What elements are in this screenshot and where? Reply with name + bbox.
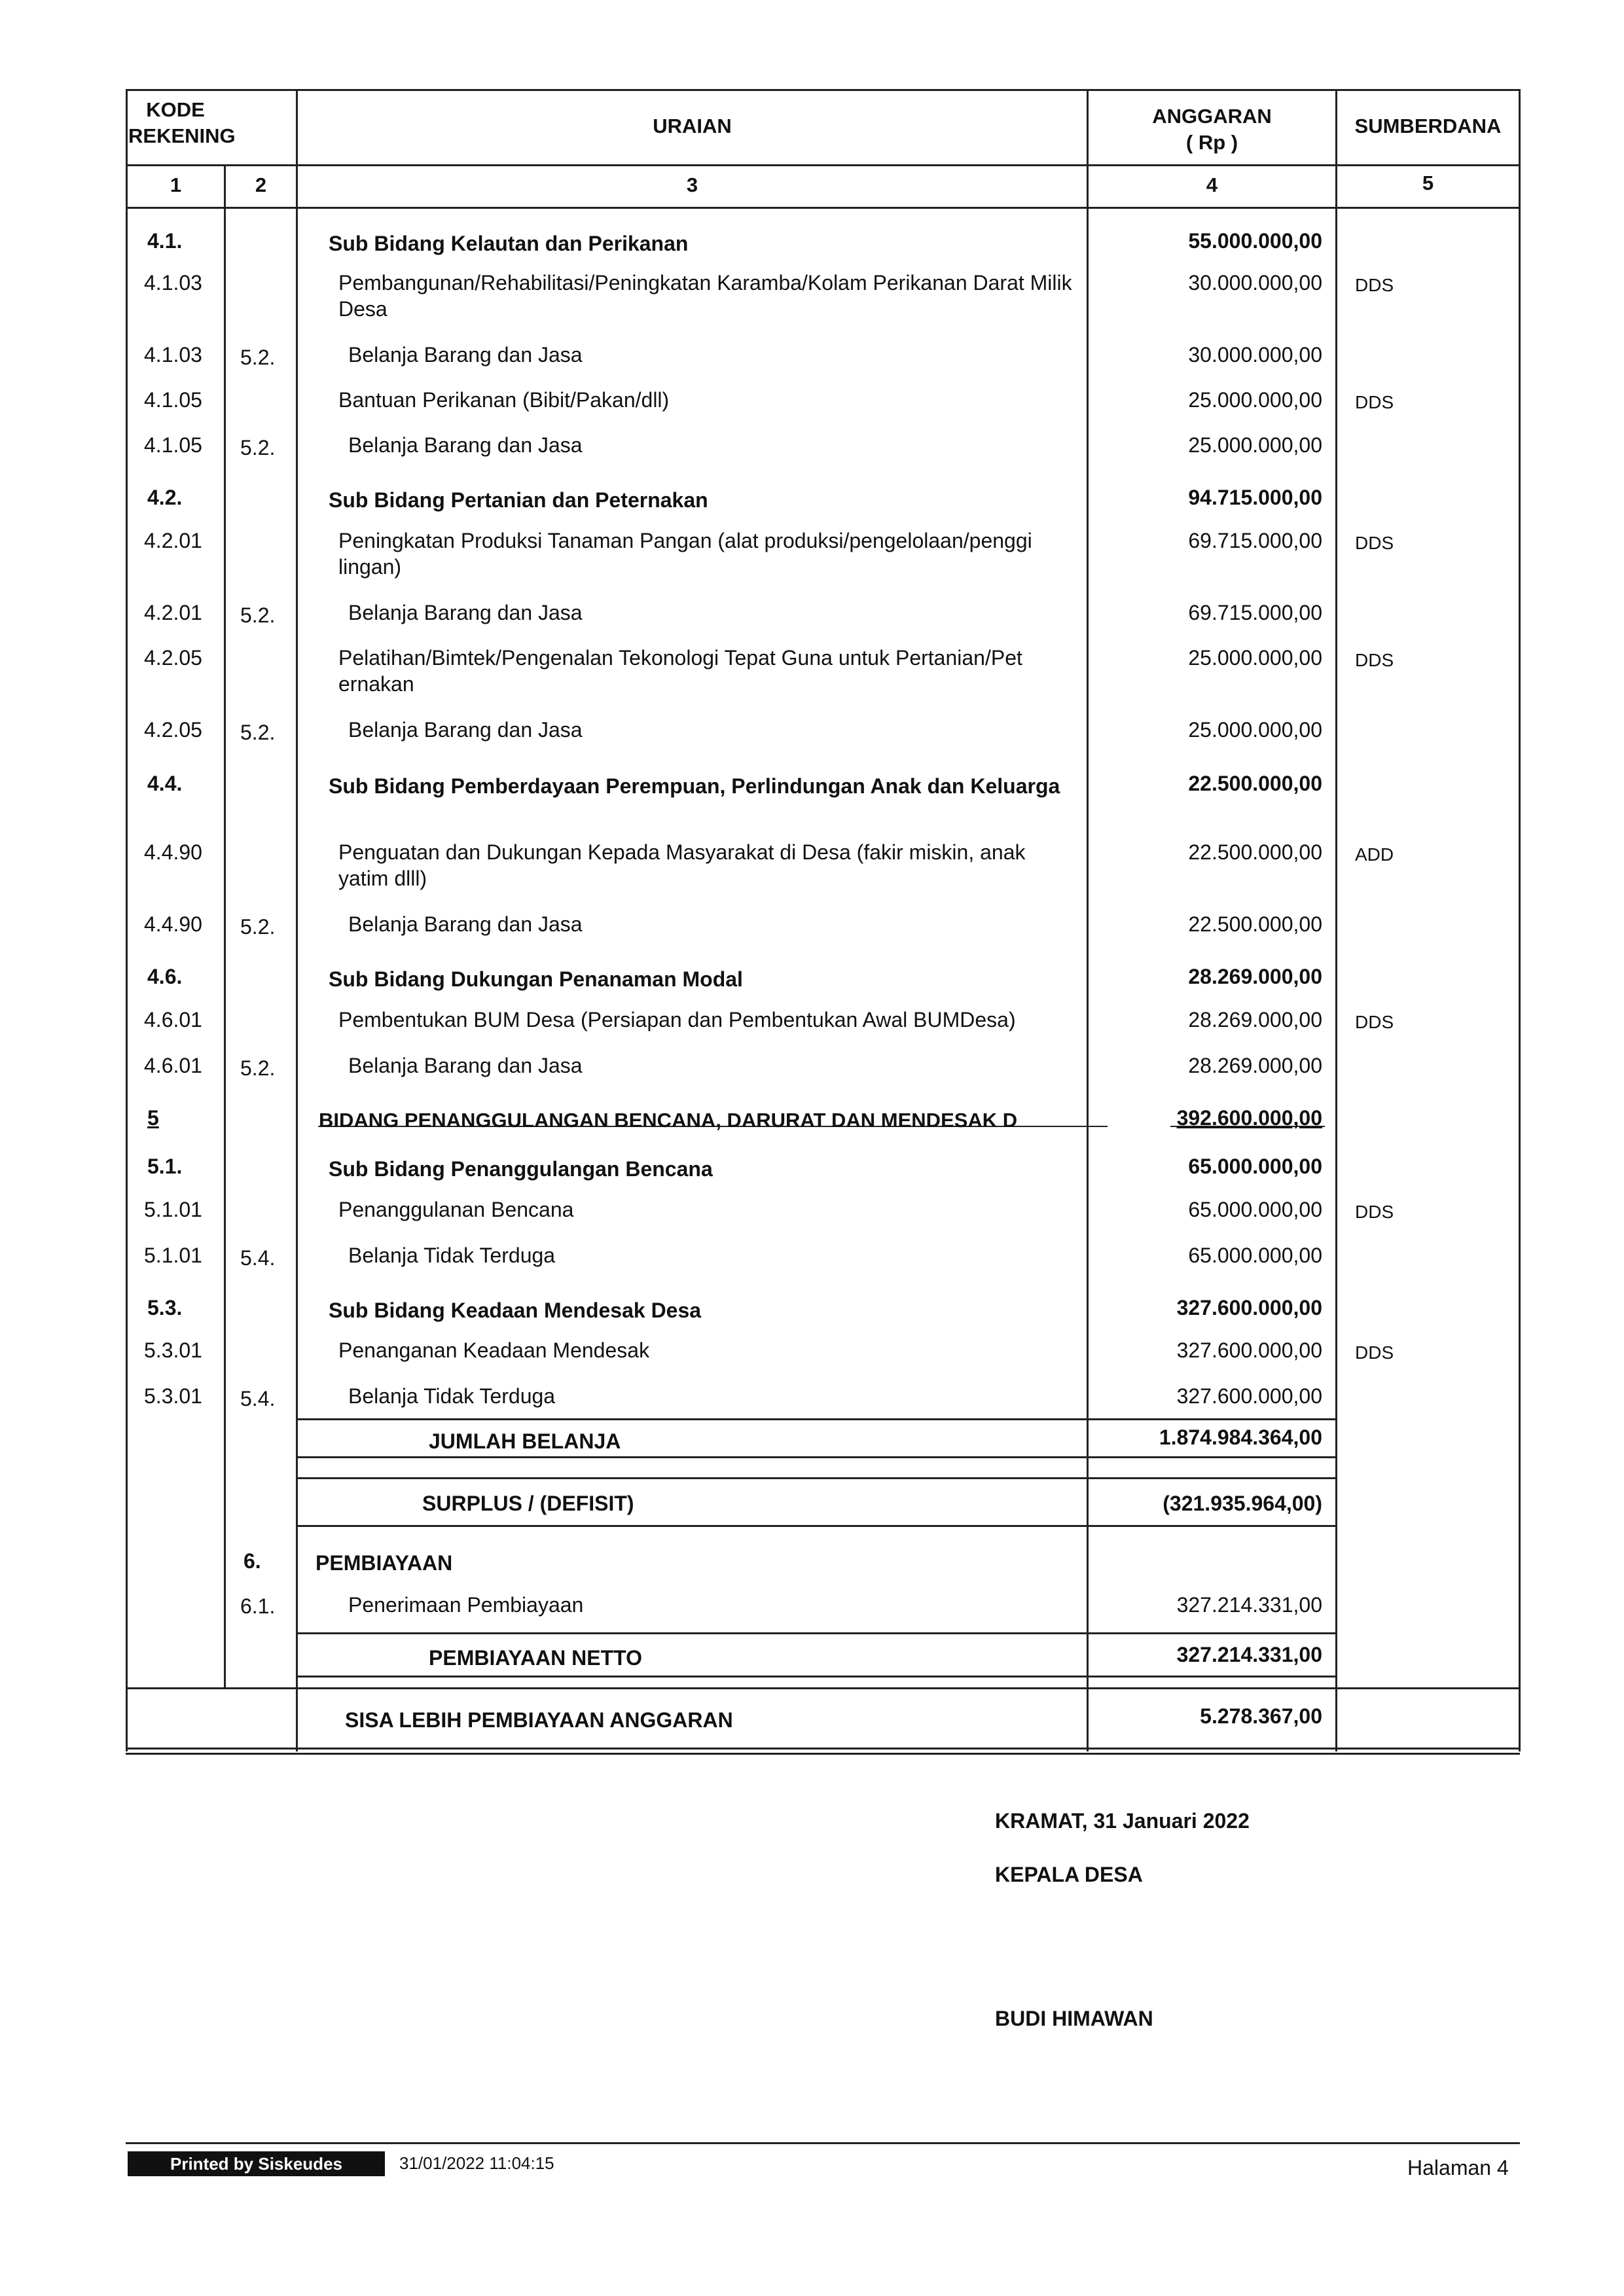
row-kode: 5.3.01 (144, 1384, 202, 1408)
row-uraian: Pelatihan/Bimtek/Pengenalan Tekonologi Tepat Guna untuk Pertanian/Pet ernakan (338, 646, 1022, 696)
row-kode-belanja: 5.2. (240, 915, 276, 939)
row-anggaran: 25.000.000,00 (1188, 388, 1322, 412)
row-kode: 5.3. (147, 1296, 183, 1319)
signature-position: KEPALA DESA (995, 1863, 1143, 1886)
row-anggaran: 22.500.000,00 (1188, 772, 1322, 795)
row-uraian: Sub Bidang Kelautan dan Perikanan (329, 232, 689, 255)
row-anggaran: 55.000.000,00 (1188, 229, 1322, 253)
header-num-4: 4 (1206, 173, 1218, 196)
header-num-5: 5 (1422, 171, 1434, 194)
row-anggaran: 69.715.000,00 (1188, 529, 1322, 552)
row-kode: 4.4.90 (144, 840, 202, 864)
row-sumberdana: DDS (1355, 275, 1394, 295)
row-kode: 4.1.03 (144, 343, 202, 367)
row-uraian: Sub Bidang Penanggulangan Bencana (329, 1157, 713, 1181)
jumlah-belanja-label: JUMLAH BELANJA (429, 1429, 621, 1453)
row-kode: 4.2.05 (144, 646, 202, 670)
row-uraian: Belanja Barang dan Jasa (348, 601, 583, 624)
row-anggaran: 25.000.000,00 (1188, 646, 1322, 670)
row-kode: 4.1.05 (144, 388, 202, 412)
netto-value: 327.214.331,00 (1176, 1643, 1322, 1666)
row-anggaran: 30.000.000,00 (1188, 271, 1322, 295)
row-kode: 4.4. (147, 772, 183, 795)
printed-by-badge: Printed by Siskeudes (128, 2151, 385, 2176)
row-uraian: Belanja Barang dan Jasa (348, 343, 583, 367)
row-anggaran: 65.000.000,00 (1188, 1244, 1322, 1267)
row-uraian: Sub Bidang Pertanian dan Peternakan (329, 488, 708, 512)
pembiayaan-code: 6. (244, 1549, 261, 1573)
row-uraian: Sub Bidang Keadaan Mendesak Desa (329, 1299, 702, 1322)
signature-place-date: KRAMAT, 31 Januari 2022 (995, 1809, 1250, 1833)
row-anggaran: 22.500.000,00 (1188, 912, 1322, 936)
row-kode: 5.1.01 (144, 1244, 202, 1267)
row-anggaran: 65.000.000,00 (1188, 1198, 1322, 1221)
row-sumberdana: ADD (1355, 844, 1394, 865)
silpa-value: 5.278.367,00 (1200, 1704, 1322, 1728)
row-uraian: Bantuan Perikanan (Bibit/Pakan/dll) (338, 388, 670, 412)
penerimaan-code: 6.1. (240, 1594, 276, 1618)
row-kode-belanja: 5.2. (240, 1056, 276, 1080)
row-uraian: Belanja Barang dan Jasa (348, 1054, 583, 1077)
row-uraian: Penanganan Keadaan Mendesak (338, 1338, 650, 1362)
row-kode-belanja: 5.4. (240, 1246, 276, 1270)
row-anggaran: 327.600.000,00 (1176, 1384, 1322, 1408)
page-number: Halaman 4 (1407, 2156, 1509, 2179)
row-kode: 4.6.01 (144, 1008, 202, 1031)
row-kode: 4.6.01 (144, 1054, 202, 1077)
header-uraian: URAIAN (653, 115, 732, 137)
row-uraian: Belanja Tidak Terduga (348, 1384, 556, 1408)
row-anggaran: 28.269.000,00 (1188, 1054, 1322, 1077)
row-kode: 4.2. (147, 486, 183, 509)
row-uraian: Belanja Tidak Terduga (348, 1244, 556, 1267)
row-uraian: Sub Bidang Pemberdayaan Perempuan, Perlindungan Anak dan Keluarga (329, 774, 1060, 798)
row-uraian: Belanja Barang dan Jasa (348, 912, 583, 936)
row-sumberdana: DDS (1355, 1342, 1394, 1363)
row-kode: 5 (147, 1106, 159, 1130)
silpa-label: SISA LEBIH PEMBIAYAAN ANGGARAN (345, 1708, 733, 1732)
row-kode: 4.6. (147, 965, 183, 988)
header-anggaran: ANGGARAN ( Rp ) (1152, 105, 1272, 154)
row-uraian: Penanggulanan Bencana (338, 1198, 574, 1221)
signature-name: BUDI HIMAWAN (995, 2007, 1153, 2030)
row-anggaran: 22.500.000,00 (1188, 840, 1322, 864)
row-kode-belanja: 5.4. (240, 1387, 276, 1410)
header-num-1: 1 (170, 173, 182, 196)
row-kode: 4.1. (147, 229, 183, 253)
header-kode-rekening: KODE REKENING (128, 98, 236, 147)
row-uraian: Penguatan dan Dukungan Kepada Masyarakat di Desa (fakir miskin, anak yatim dlll) (338, 840, 1026, 890)
row-kode: 4.1.05 (144, 433, 202, 457)
row-anggaran: 65.000.000,00 (1188, 1155, 1322, 1178)
surplus-label: SURPLUS / (DEFISIT) (422, 1492, 634, 1515)
row-kode-belanja: 5.2. (240, 721, 276, 744)
row-kode: 5.1.01 (144, 1198, 202, 1221)
row-kode-belanja: 5.2. (240, 436, 276, 459)
row-sumberdana: DDS (1355, 1202, 1394, 1222)
penerimaan-label: Penerimaan Pembiayaan (348, 1593, 584, 1617)
header-num-2: 2 (255, 173, 267, 196)
row-anggaran: 30.000.000,00 (1188, 343, 1322, 367)
row-kode-belanja: 5.2. (240, 603, 276, 627)
row-uraian: Peningkatan Produksi Tanaman Pangan (alat produksi/pengelolaan/penggi lingan) (338, 529, 1032, 579)
row-uraian: Pembangunan/Rehabilitasi/Peningkatan Karamba/Kolam Perikanan Darat Milik Desa (338, 271, 1072, 321)
row-sumberdana: DDS (1355, 1012, 1394, 1032)
row-kode: 4.2.01 (144, 601, 202, 624)
row-uraian: Belanja Barang dan Jasa (348, 718, 583, 742)
row-anggaran: 392.600.000,00 (1176, 1106, 1322, 1130)
penerimaan-value: 327.214.331,00 (1176, 1593, 1322, 1617)
row-kode: 5.1. (147, 1155, 183, 1178)
row-uraian: Pembentukan BUM Desa (Persiapan dan Pembentukan Awal BUMDesa) (338, 1008, 1016, 1031)
row-anggaran: 69.715.000,00 (1188, 601, 1322, 624)
header-sumberdana: SUMBERDANA (1354, 115, 1502, 137)
netto-label: PEMBIAYAAN NETTO (429, 1646, 642, 1670)
row-sumberdana: DDS (1355, 392, 1394, 412)
row-kode-belanja: 5.2. (240, 346, 276, 369)
print-timestamp: 31/01/2022 11:04:15 (399, 2153, 554, 2173)
row-anggaran: 327.600.000,00 (1176, 1296, 1322, 1319)
header-num-3: 3 (686, 173, 698, 196)
row-sumberdana: DDS (1355, 533, 1394, 553)
pembiayaan-label: PEMBIAYAAN (316, 1551, 453, 1575)
row-uraian: BIDANG PENANGGULANGAN BENCANA, DARURAT DAN MENDESAK D (319, 1109, 1018, 1132)
row-anggaran: 28.269.000,00 (1188, 965, 1322, 988)
row-uraian: Belanja Barang dan Jasa (348, 433, 583, 457)
jumlah-belanja-value: 1.874.984.364,00 (1159, 1426, 1322, 1449)
row-kode: 4.2.05 (144, 718, 202, 742)
row-sumberdana: DDS (1355, 650, 1394, 670)
row-anggaran: 28.269.000,00 (1188, 1008, 1322, 1031)
row-kode: 4.2.01 (144, 529, 202, 552)
row-anggaran: 94.715.000,00 (1188, 486, 1322, 509)
row-anggaran: 25.000.000,00 (1188, 433, 1322, 457)
row-kode: 5.3.01 (144, 1338, 202, 1362)
surplus-value: (321.935.964,00) (1163, 1492, 1322, 1515)
row-kode: 4.1.03 (144, 271, 202, 295)
row-kode: 4.4.90 (144, 912, 202, 936)
row-uraian: Sub Bidang Dukungan Penanaman Modal (329, 967, 743, 991)
row-anggaran: 327.600.000,00 (1176, 1338, 1322, 1362)
row-anggaran: 25.000.000,00 (1188, 718, 1322, 742)
